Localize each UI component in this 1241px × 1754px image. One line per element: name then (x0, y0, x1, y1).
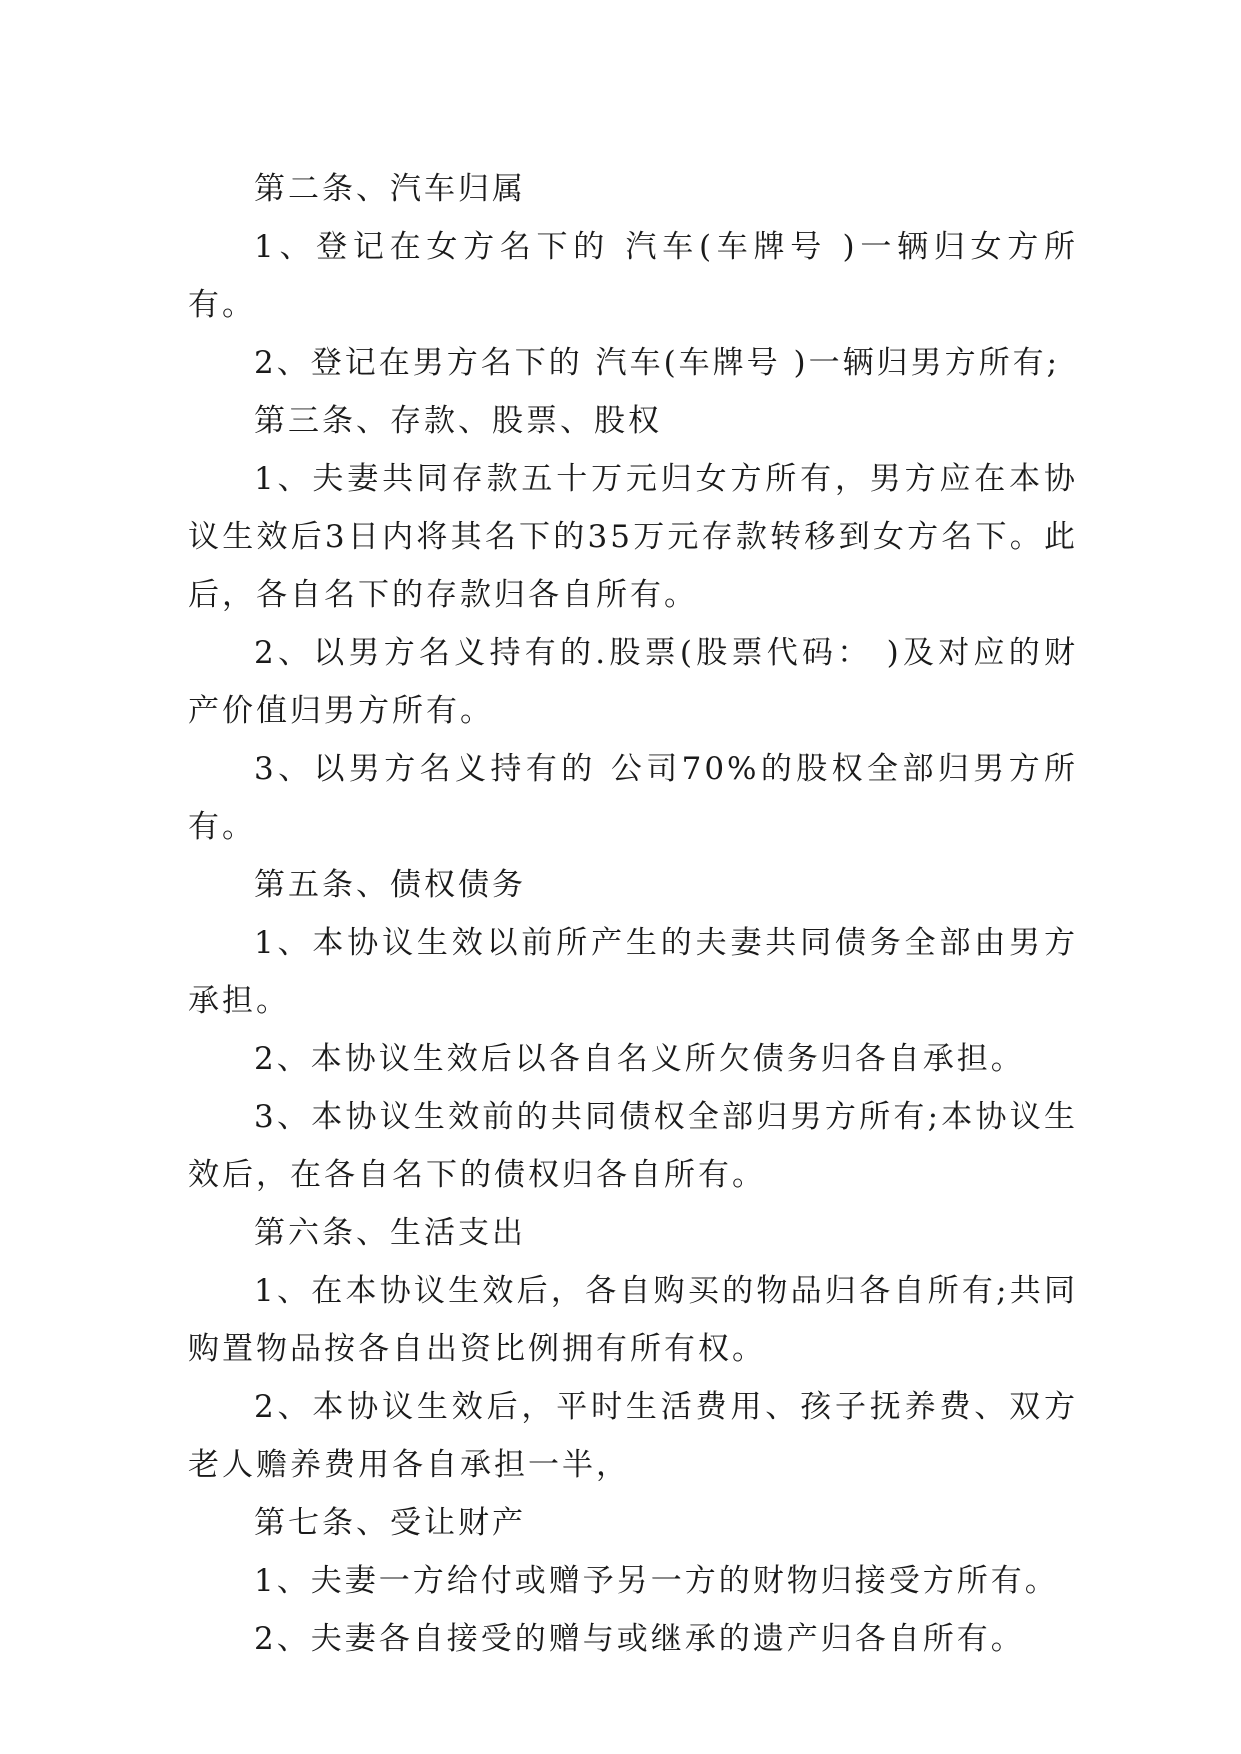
clause-debts-before: 1、本协议生效以前所产生的夫妻共同债务全部由男方承担。 (188, 925, 1078, 1019)
document-body (188, 160, 1078, 1668)
article-heading-living-expenses: 第六条、生活支出 (254, 1215, 526, 1251)
article-heading-deposits-stocks: 第三条、存款、股票、股权 (254, 403, 662, 439)
clause-deposits: 1、夫妻共同存款五十万元归女方所有，男方应在本协议生效后3日内将其名下的35万元存款转移到女方名下。此后，各自名下的存款归各自所有。 (188, 461, 1078, 613)
clause-stocks: 2、以男方名义持有的.股票(股票代码： )及对应的财产价值归男方所有。 (188, 635, 1078, 729)
article-heading-received-property: 第七条、受让财产 (254, 1505, 526, 1541)
clause-debts-after: 2、本协议生效后以各自名义所欠债务归各自承担。 (254, 1041, 1025, 1077)
clause-inheritance: 2、夫妻各自接受的赠与或继承的遗产归各自所有。 (254, 1621, 1025, 1657)
clause-vehicle-male: 2、登记在男方名下的 汽车(车牌号 )一辆归男方所有; (254, 345, 1061, 381)
clause-gifts-between: 1、夫妻一方给付或赠予另一方的财物归接受方所有。 (254, 1563, 1059, 1599)
clause-claims: 3、本协议生效前的共同债权全部归男方所有;本协议生效后，在各自名下的债权归各自所有。 (188, 1099, 1078, 1193)
clause-vehicle-female: 1、登记在女方名下的 汽车(车牌号 )一辆归女方所有。 (188, 229, 1078, 323)
clause-purchases: 1、在本协议生效后，各自购买的物品归各自所有;共同购置物品按各自出资比例拥有所有权。 (188, 1273, 1078, 1367)
article-heading-vehicle: 第二条、汽车归属 (254, 171, 526, 207)
clause-living-costs: 2、本协议生效后，平时生活费用、孩子抚养费、双方老人赡养费用各自承担一半， (188, 1389, 1078, 1483)
article-heading-debts: 第五条、债权债务 (254, 867, 526, 903)
clause-equity: 3、以男方名义持有的 公司70%的股权全部归男方所有。 (188, 751, 1078, 845)
